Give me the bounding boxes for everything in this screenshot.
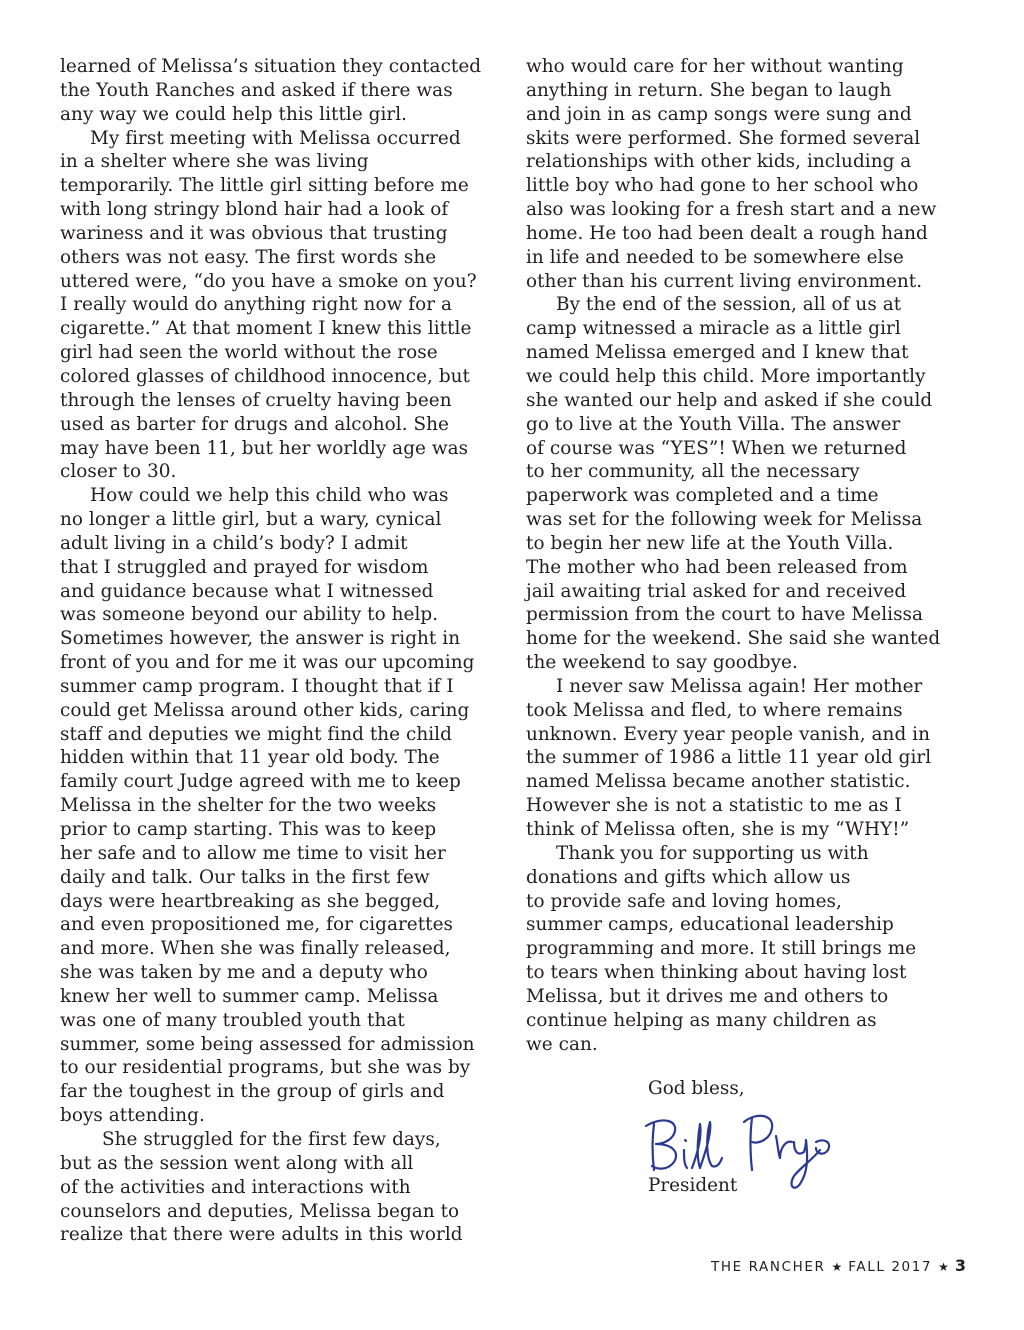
text-line: with long stringy blond hair had a look of [60, 199, 449, 221]
text-line: Sometimes however, the answer is right in [60, 628, 461, 650]
text-line: no longer a little girl, but a wary, cynical [60, 509, 442, 531]
paragraph-start-line: I never saw Melissa again! Her mother [556, 675, 923, 697]
text-line: summer, some being assessed for admission [60, 1033, 475, 1055]
text-line: adult living in a child’s body? I admit [60, 532, 408, 554]
page-footer [711, 1256, 966, 1275]
text-line: think of Melissa often, she is my “WHY!” [526, 819, 910, 840]
text-line: days were heartbreaking as she begged, [60, 890, 441, 912]
page-number: 3 [954, 1256, 966, 1275]
left-column [60, 55, 505, 1247]
text-line: the Youth Ranches and asked if there was [60, 79, 453, 101]
star-icon: ★ [831, 1260, 843, 1274]
text-line: go to live at the Youth Villa. The answer [526, 413, 901, 435]
text-line: anything in return. She began to laugh [526, 79, 892, 101]
paragraph-start-line: She struggled for the first few days, [102, 1128, 441, 1150]
text-line: through the lenses of cruelty having been [60, 389, 452, 411]
text-line: knew her well to summer camp. Melissa [60, 985, 439, 1007]
text-line: daily and talk. Our talks in the first few [60, 866, 430, 888]
text-line: home. He too had been dealt a rough hand [526, 222, 928, 244]
text-line: staff and deputies we might find the child [60, 723, 452, 745]
text-line: could get Melissa around other kids, caring [60, 699, 470, 721]
star-icon: ★ [938, 1260, 949, 1274]
text-line: summer camps, educational leadership [526, 914, 894, 936]
paragraph-start-line: My first meeting with Melissa occurred [90, 127, 461, 149]
text-line: home for the weekend. She said she wanted [526, 628, 941, 650]
text-line: used as barter for drugs and alcohol. She [60, 413, 449, 435]
text-line: of the activities and interactions with [60, 1176, 411, 1198]
text-line: Melissa in the shelter for the two weeks [60, 795, 437, 817]
text-line: to begin her new life at the Youth Villa. [526, 532, 894, 554]
text-line: who would care for her without wanting [526, 56, 904, 77]
text-line: and more. When she was finally released, [60, 938, 451, 960]
text-line: front of you and for me it was our upcoming [60, 652, 475, 674]
text-line: to our residential programs, but she was by [60, 1057, 471, 1079]
text-line: of course was “YES”! When we returned [526, 437, 907, 459]
closing-title: President [648, 1175, 738, 1196]
text-line: unknown. Every year people vanish, and in [526, 723, 930, 745]
text-line: uttered were, “do you have a smoke on you? [60, 270, 477, 292]
text-line: However she is not a statistic to me as I [526, 795, 902, 817]
right-column [526, 55, 976, 1056]
paragraph-start-line: How could we help this child who was [90, 485, 449, 507]
issue-label: FALL 2017 [848, 1259, 933, 1275]
text-line: named Melissa became another statistic. [526, 771, 911, 793]
text-line: in a shelter where she was living [60, 151, 369, 173]
text-line: camp witnessed a miracle as a little girl [526, 318, 901, 340]
text-line: we could help this child. More importantly [526, 365, 926, 387]
text-line: was someone beyond our ability to help. [60, 604, 439, 626]
text-line: I really would do anything right now for a [60, 294, 452, 316]
text-line: named Melissa emerged and I knew that [526, 342, 909, 364]
text-line: hidden within that 11 year old body. The [60, 747, 440, 769]
text-line: relationships with other kids, including a [526, 151, 912, 173]
text-line: learned of Melissa’s situation they contacted [60, 56, 482, 77]
text-line: to tears when thinking about having lost [526, 962, 907, 984]
text-line: wariness and it was obvious that trusting [60, 222, 448, 244]
text-line: we can. [526, 1033, 598, 1055]
text-line: other than his current living environment. [526, 270, 923, 292]
text-line: but as the session went along with all [60, 1152, 414, 1174]
text-line: she wanted our help and asked if she could [526, 389, 933, 411]
text-line: Melissa, but it drives me and others to [526, 985, 889, 1007]
signature-name: Bill Pryor [640, 1106, 645, 1107]
text-line: programming and more. It still brings me [526, 938, 917, 960]
text-line: took Melissa and fled, to where remains [526, 699, 903, 721]
paragraph-start-line: Thank you for supporting us with [556, 842, 869, 864]
text-line: paperwork was completed and a time [526, 485, 879, 507]
publication-name: THE RANCHER [710, 1259, 826, 1275]
text-line: and join in as camp songs were sung and [526, 103, 912, 125]
text-line: and even propositioned me, for cigarettes [60, 914, 454, 936]
text-line: was one of many troubled youth that [60, 1009, 405, 1031]
text-line: realize that there were adults in this world [60, 1224, 463, 1246]
text-line: was set for the following week for Melissa [526, 509, 923, 531]
paragraph-start-line: By the end of the session, all of us at [556, 294, 902, 316]
text-line: that I struggled and prayed for wisdom [60, 556, 429, 578]
text-line: and guidance because what I witnessed [60, 580, 434, 602]
text-line: summer camp program. I thought that if I [60, 675, 454, 697]
text-line: closer to 30. [60, 461, 177, 483]
text-line: prior to camp starting. This was to keep [60, 819, 437, 840]
text-line: continue helping as many children as [526, 1009, 877, 1031]
text-line: skits were performed. She formed several [526, 127, 921, 149]
text-line: jail awaiting trial asked for and received [526, 580, 907, 602]
text-line: far the toughest in the group of girls and [60, 1081, 445, 1103]
text-line: in life and needed to be somewhere else [526, 246, 904, 268]
text-line: she was taken by me and a deputy who [60, 962, 428, 984]
text-line: family court Judge agreed with me to keep [60, 771, 461, 793]
text-line: also was looking for a fresh start and a new [526, 199, 937, 221]
text-line: permission from the court to have Melissa [526, 604, 924, 626]
text-line: colored glasses of childhood innocence, but [60, 365, 470, 387]
text-line: cigarette.” At that moment I knew this little [60, 318, 472, 340]
text-line: any way we could help this little girl. [60, 103, 408, 125]
text-line: the summer of 1986 a little 11 year old girl [526, 747, 932, 769]
text-line: temporarily. The little girl sitting before me [60, 175, 469, 197]
text-line: the weekend to say goodbye. [526, 652, 798, 674]
text-line: little boy who had gone to her school who [526, 175, 919, 197]
text-line: donations and gifts which allow us [526, 866, 851, 888]
text-line: to provide safe and loving homes, [526, 890, 842, 912]
text-line: The mother who had been released from [526, 556, 908, 578]
text-line: others was not easy. The first words she [60, 246, 437, 268]
text-line: girl had seen the world without the rose [60, 342, 438, 364]
text-line: counselors and deputies, Melissa began to [60, 1200, 460, 1222]
text-line: to her community, all the necessary [526, 461, 860, 483]
closing-salutation: God bless, [648, 1078, 745, 1099]
text-line: boys attending. [60, 1105, 205, 1127]
text-line: may have been 11, but her worldly age was [60, 437, 469, 459]
text-line: her safe and to allow me time to visit her [60, 842, 446, 864]
